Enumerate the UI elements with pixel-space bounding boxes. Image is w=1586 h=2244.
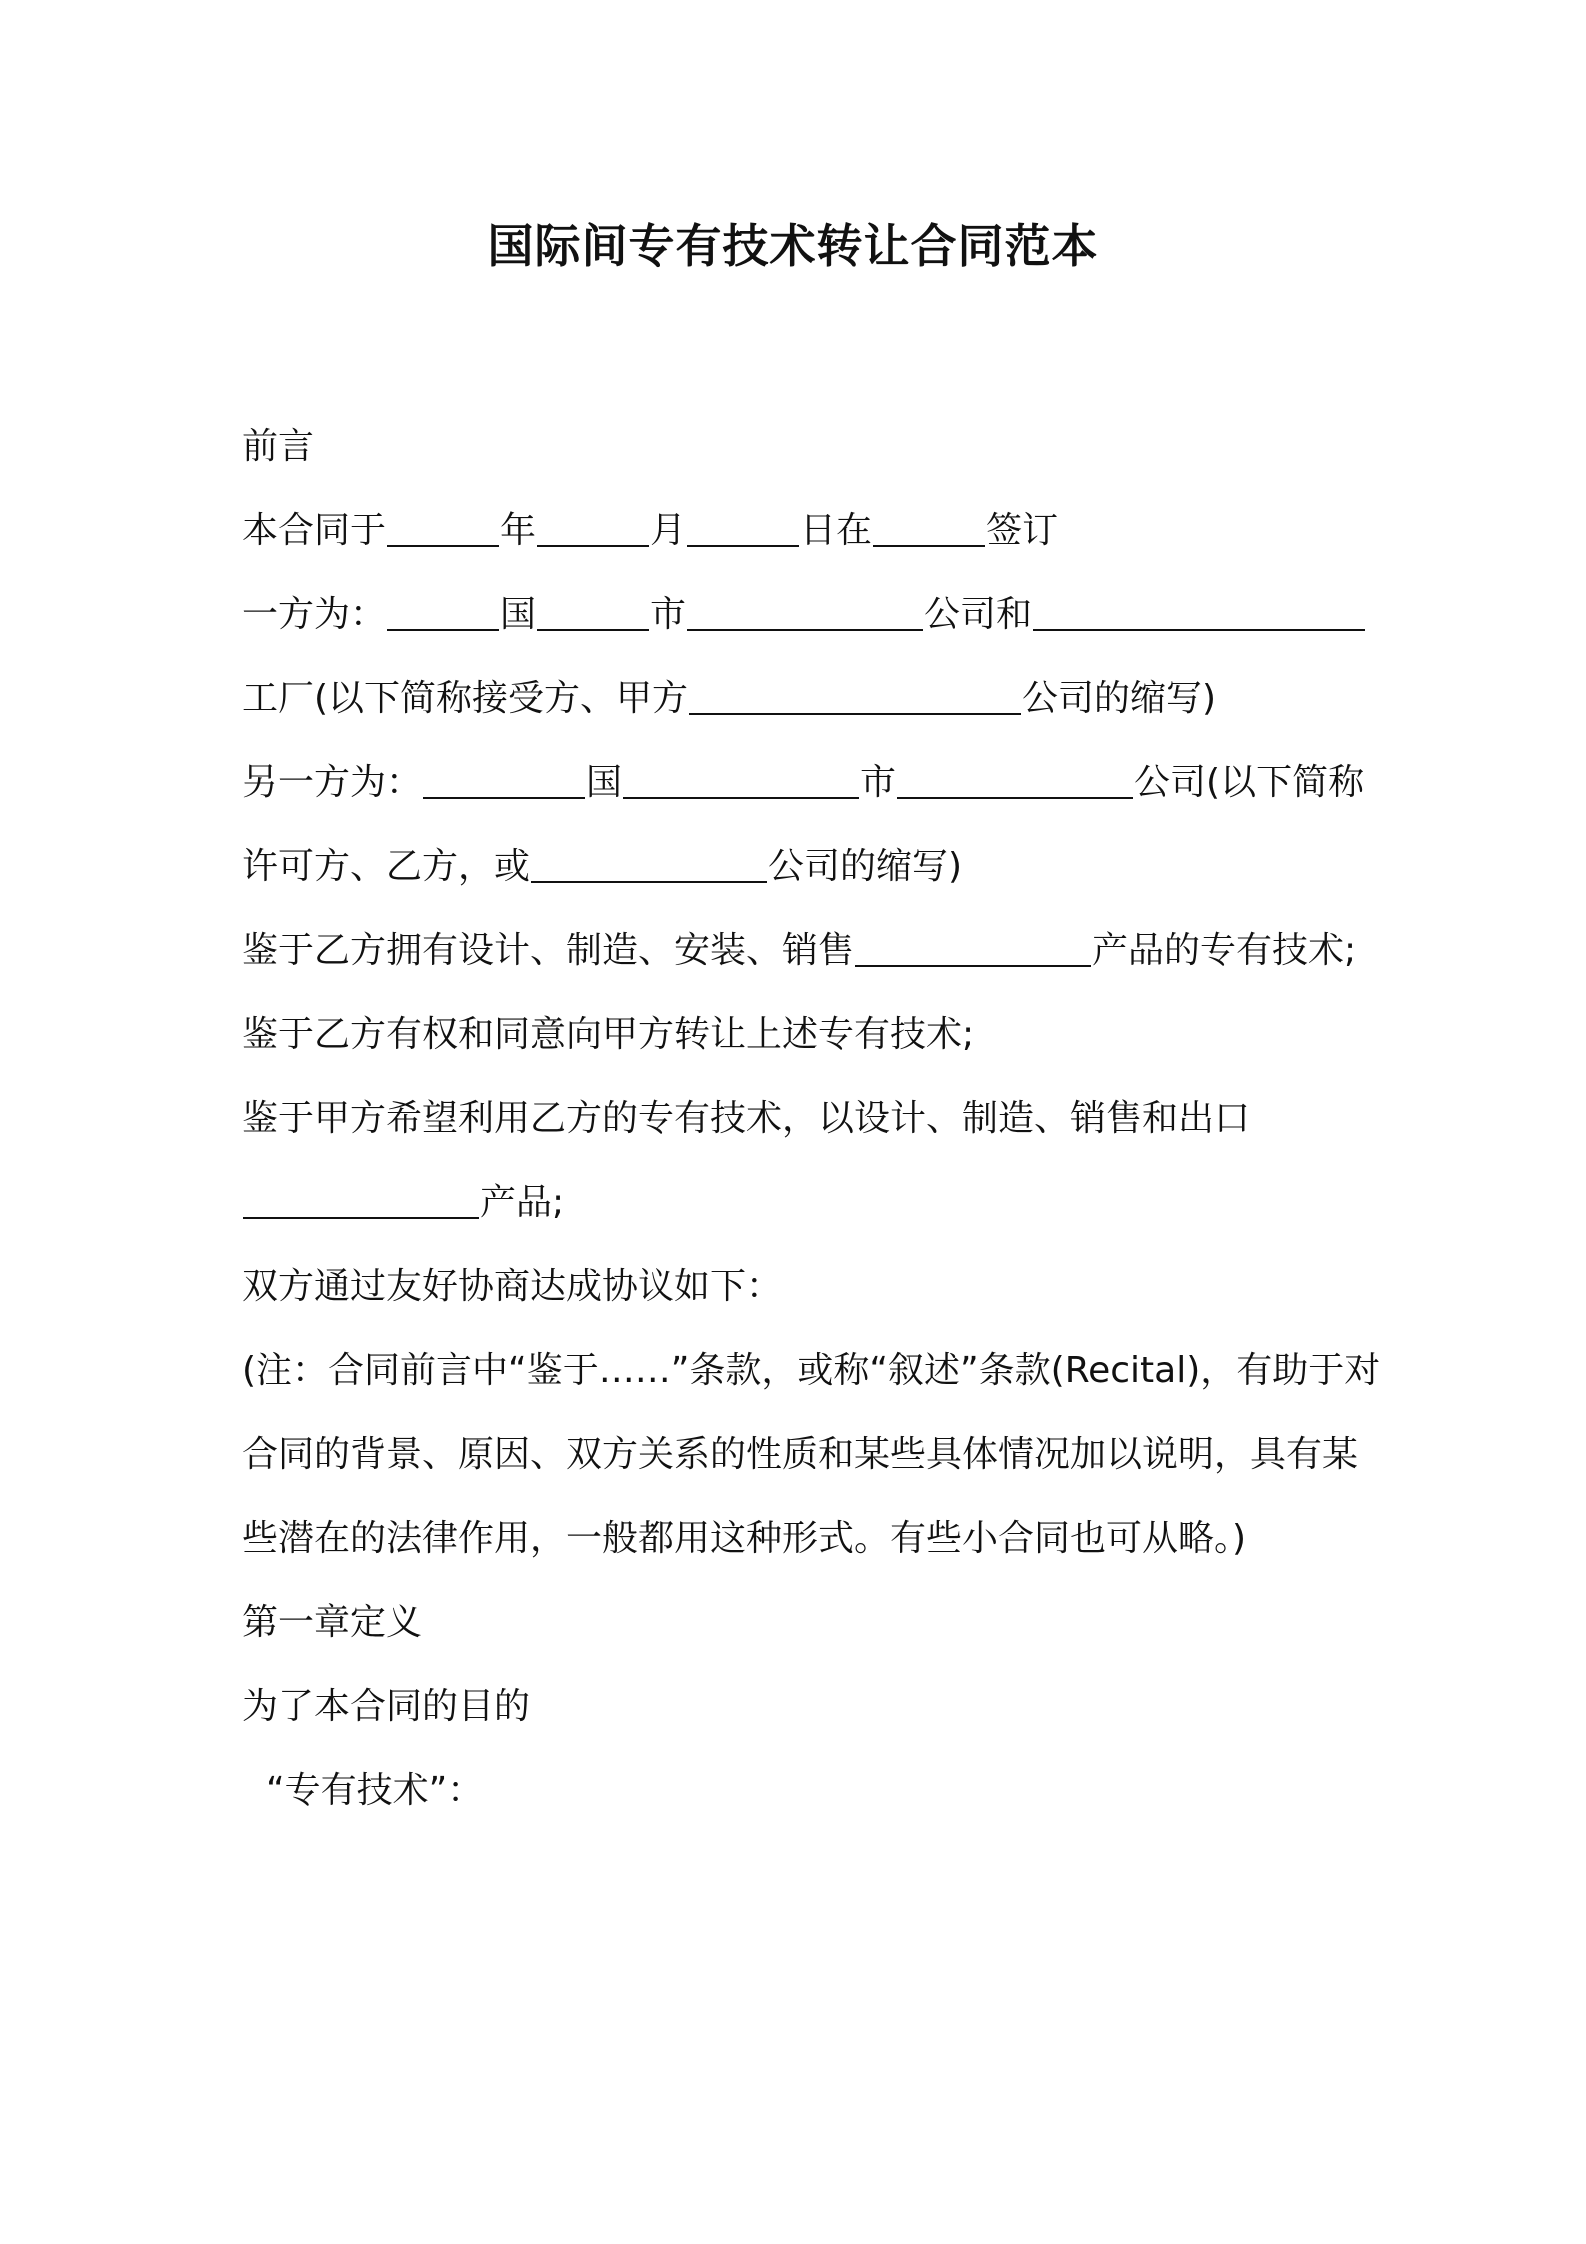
signing-text-3: 月	[650, 510, 687, 551]
party-a-country-blank	[387, 593, 499, 631]
party-b-text-2: 国	[586, 762, 623, 803]
party-b-text-1: 另一方为：	[242, 762, 423, 803]
signing-line	[242, 489, 1382, 573]
preface-heading: 前言	[242, 426, 315, 467]
party-a-text-6: 公司的缩写)	[1022, 678, 1217, 719]
party-b-text-3: 市	[860, 762, 897, 803]
party-a-text-4: 公司和	[924, 594, 1033, 635]
year-blank	[387, 509, 499, 547]
party-b-paragraph	[242, 741, 1382, 909]
whereas-1-paragraph	[242, 909, 1382, 993]
party-a-text-5: 工厂(以下简称接受方、甲方	[242, 678, 689, 719]
chapter-1-heading: 第一章定义	[242, 1602, 423, 1643]
note-paragraph: (注：合同前言中“鉴于……”条款，或称“叙述”条款(Recital)，有助于对合同的背景、原因、双方关系的性质和某些具体情况加以说明，具有某些潜在的法律作用，一般都用这种形式。有些小合同也可从略。)	[242, 1350, 1381, 1559]
whereas-3-text-2: 产品;	[480, 1182, 565, 1223]
document-title: 国际间专有技术转让合同范本	[487, 219, 1099, 273]
party-a-paragraph	[242, 573, 1382, 741]
whereas-1-text-2: 产品的专有技术;	[1092, 930, 1357, 971]
purpose-paragraph: 为了本合同的目的	[242, 1686, 531, 1727]
month-blank	[537, 509, 649, 547]
signing-text-2: 年	[500, 510, 537, 551]
whereas-2-paragraph: 鉴于乙方有权和同意向甲方转让上述专有技术;	[242, 1014, 975, 1055]
agreement-paragraph: 双方通过友好协商达成协议如下：	[242, 1266, 783, 1307]
party-b-country-blank	[423, 761, 585, 799]
party-b-company-blank	[897, 761, 1133, 799]
party-a-abbrev-blank	[689, 677, 1021, 715]
whereas-3-paragraph	[242, 1077, 1382, 1245]
party-a-company-blank	[687, 593, 923, 631]
signing-text-1: 本合同于	[242, 510, 387, 551]
document-body	[242, 405, 1382, 1833]
party-b-text-4: 公司(以下简称许可方、乙方，或	[242, 762, 1365, 887]
party-b-abbrev-blank	[531, 845, 767, 883]
party-a-text-2: 国	[500, 594, 537, 635]
signing-text-4: 日在	[800, 510, 873, 551]
party-b-text-5: 公司的缩写)	[768, 846, 963, 887]
whereas-1-product-blank	[855, 929, 1091, 967]
party-a-text-3: 市	[650, 594, 687, 635]
party-a-factory-blank	[1033, 593, 1365, 631]
day-blank	[687, 509, 799, 547]
whereas-3-text-1: 鉴于甲方希望利用乙方的专有技术，以设计、制造、销售和出口	[242, 1098, 1251, 1139]
signing-text-5: 签订	[986, 510, 1059, 551]
whereas-1-text-1: 鉴于乙方拥有设计、制造、安装、销售	[242, 930, 855, 971]
party-b-city-blank	[623, 761, 859, 799]
party-a-text-1: 一方为：	[242, 594, 387, 635]
party-a-city-blank	[537, 593, 649, 631]
definition-term: “专有技术”：	[266, 1770, 484, 1811]
place-blank	[873, 509, 985, 547]
whereas-3-product-blank	[243, 1181, 479, 1219]
